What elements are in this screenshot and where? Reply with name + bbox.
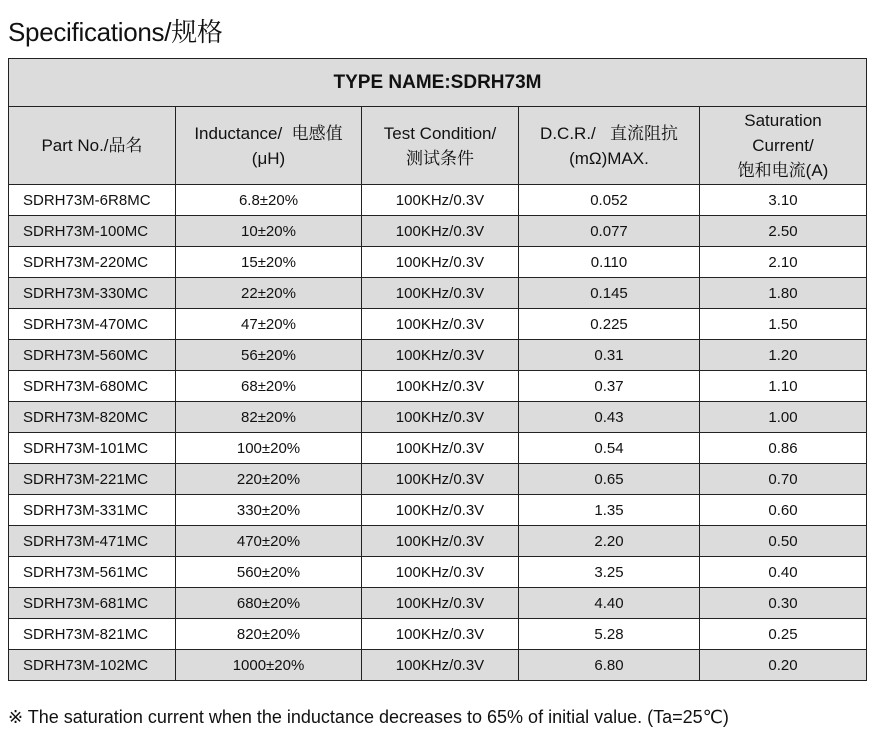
test-condition-cell: 100KHz/0.3V <box>362 278 519 309</box>
test-condition-cell: 100KHz/0.3V <box>362 247 519 278</box>
part-no-cell: SDRH73M-6R8MC <box>9 185 176 216</box>
header-line: Part No./品名 <box>41 136 143 155</box>
part-no-cell: SDRH73M-330MC <box>9 278 176 309</box>
table-row <box>9 526 867 557</box>
dcr-cell: 4.40 <box>519 588 700 619</box>
header-line: Test Condition/ <box>383 123 497 143</box>
inductance-cell: 820±20% <box>176 619 362 650</box>
column-header-row <box>9 107 867 185</box>
table-row <box>9 557 867 588</box>
part-no-cell: SDRH73M-561MC <box>9 557 176 588</box>
header-line: (mΩ)MAX. <box>569 148 649 168</box>
header-line: 测试条件 <box>406 148 474 168</box>
test-condition-cell: 100KHz/0.3V <box>362 309 519 340</box>
table-row <box>9 495 867 526</box>
saturation-current-cell: 0.60 <box>700 495 867 526</box>
table-row <box>9 247 867 278</box>
part-no-cell: SDRH73M-101MC <box>9 433 176 464</box>
dcr-cell: 6.80 <box>519 650 700 681</box>
test-condition-cell: 100KHz/0.3V <box>362 433 519 464</box>
table-row <box>9 309 867 340</box>
table-row <box>9 402 867 433</box>
test-condition-cell: 100KHz/0.3V <box>362 557 519 588</box>
part-no-header <box>9 107 176 185</box>
footnote: ※ The saturation current when the inductance decreases to 65% of initial value. (Ta=25℃) <box>8 707 729 727</box>
header-line: Inductance/ 电感值 <box>194 123 343 143</box>
dcr-header <box>519 107 700 185</box>
saturation-current-cell: 1.80 <box>700 278 867 309</box>
saturation-current-cell: 0.86 <box>700 433 867 464</box>
saturation-current-cell: 1.00 <box>700 402 867 433</box>
table-row <box>9 619 867 650</box>
inductance-cell: 56±20% <box>176 340 362 371</box>
dcr-cell: 0.145 <box>519 278 700 309</box>
saturation-current-cell: 0.50 <box>700 526 867 557</box>
part-no-cell: SDRH73M-471MC <box>9 526 176 557</box>
saturation-current-cell: 2.10 <box>700 247 867 278</box>
part-no-cell: SDRH73M-331MC <box>9 495 176 526</box>
test-condition-cell: 100KHz/0.3V <box>362 526 519 557</box>
part-no-cell: SDRH73M-220MC <box>9 247 176 278</box>
type-name-row <box>9 59 867 107</box>
dcr-cell: 0.65 <box>519 464 700 495</box>
dcr-cell: 0.052 <box>519 185 700 216</box>
part-no-cell: SDRH73M-820MC <box>9 402 176 433</box>
dcr-cell: 2.20 <box>519 526 700 557</box>
header-line: (μH) <box>251 148 286 168</box>
part-no-cell: SDRH73M-680MC <box>9 371 176 402</box>
saturation-current-cell: 3.10 <box>700 185 867 216</box>
test-condition-cell: 100KHz/0.3V <box>362 185 519 216</box>
table-row <box>9 650 867 681</box>
inductance-cell: 82±20% <box>176 402 362 433</box>
test-condition-cell: 100KHz/0.3V <box>362 588 519 619</box>
page-title: Specifications/规格 <box>8 17 223 47</box>
dcr-cell: 0.225 <box>519 309 700 340</box>
test-condition-cell: 100KHz/0.3V <box>362 464 519 495</box>
part-no-cell: SDRH73M-100MC <box>9 216 176 247</box>
saturation-current-cell: 1.50 <box>700 309 867 340</box>
inductance-cell: 220±20% <box>176 464 362 495</box>
inductance-cell: 10±20% <box>176 216 362 247</box>
inductance-cell: 47±20% <box>176 309 362 340</box>
table-row <box>9 433 867 464</box>
table-row <box>9 216 867 247</box>
part-no-cell: SDRH73M-102MC <box>9 650 176 681</box>
dcr-cell: 0.31 <box>519 340 700 371</box>
test-condition-cell: 100KHz/0.3V <box>362 402 519 433</box>
table-row <box>9 588 867 619</box>
inductance-cell: 100±20% <box>176 433 362 464</box>
test-condition-cell: 100KHz/0.3V <box>362 650 519 681</box>
test-condition-cell: 100KHz/0.3V <box>362 340 519 371</box>
header-line: Saturation <box>744 111 822 130</box>
part-no-cell: SDRH73M-560MC <box>9 340 176 371</box>
saturation-current-cell: 0.70 <box>700 464 867 495</box>
dcr-cell: 0.077 <box>519 216 700 247</box>
saturation-current-cell: 0.30 <box>700 588 867 619</box>
inductance-cell: 1000±20% <box>176 650 362 681</box>
dcr-cell: 0.54 <box>519 433 700 464</box>
dcr-cell: 1.35 <box>519 495 700 526</box>
inductance-cell: 22±20% <box>176 278 362 309</box>
inductance-cell: 6.8±20% <box>176 185 362 216</box>
spec-table-body <box>9 185 867 681</box>
inductance-cell: 15±20% <box>176 247 362 278</box>
dcr-cell: 5.28 <box>519 619 700 650</box>
dcr-cell: 0.37 <box>519 371 700 402</box>
inductance-cell: 68±20% <box>176 371 362 402</box>
saturation-current-cell: 0.20 <box>700 650 867 681</box>
table-row <box>9 340 867 371</box>
table-row <box>9 185 867 216</box>
table-row <box>9 371 867 402</box>
test-condition-cell: 100KHz/0.3V <box>362 216 519 247</box>
inductance-cell: 560±20% <box>176 557 362 588</box>
part-no-cell: SDRH73M-221MC <box>9 464 176 495</box>
part-no-cell: SDRH73M-470MC <box>9 309 176 340</box>
inductance-cell: 680±20% <box>176 588 362 619</box>
inductance-cell: 470±20% <box>176 526 362 557</box>
saturation-current-cell: 0.25 <box>700 619 867 650</box>
spec-table <box>8 58 867 681</box>
saturation-current-cell: 2.50 <box>700 216 867 247</box>
inductance-header <box>176 107 362 185</box>
dcr-cell: 0.43 <box>519 402 700 433</box>
dcr-cell: 0.110 <box>519 247 700 278</box>
test-condition-header <box>362 107 519 185</box>
header-line: D.C.R./ 直流阻抗 <box>540 123 678 143</box>
saturation-current-cell: 1.20 <box>700 340 867 371</box>
type-name: TYPE NAME:SDRH73M <box>9 59 867 107</box>
dcr-cell: 3.25 <box>519 557 700 588</box>
header-line: 饱和电流(A) <box>737 161 829 180</box>
header-line: Current/ <box>752 136 814 155</box>
test-condition-cell: 100KHz/0.3V <box>362 495 519 526</box>
part-no-cell: SDRH73M-681MC <box>9 588 176 619</box>
inductance-cell: 330±20% <box>176 495 362 526</box>
saturation-current-cell: 0.40 <box>700 557 867 588</box>
table-row <box>9 278 867 309</box>
saturation-current-cell: 1.10 <box>700 371 867 402</box>
part-no-cell: SDRH73M-821MC <box>9 619 176 650</box>
table-row <box>9 464 867 495</box>
test-condition-cell: 100KHz/0.3V <box>362 371 519 402</box>
saturation-current-header <box>700 107 867 185</box>
test-condition-cell: 100KHz/0.3V <box>362 619 519 650</box>
